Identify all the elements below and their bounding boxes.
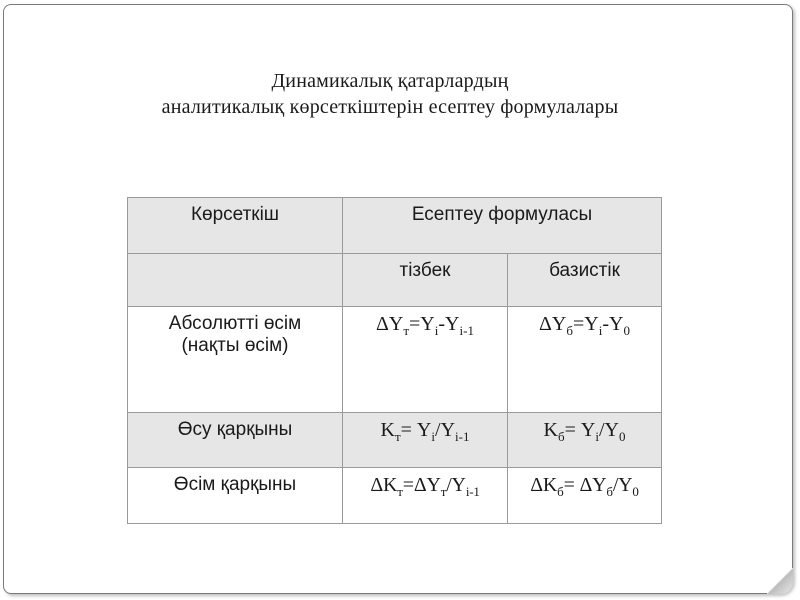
subheader-chain: тізбек	[343, 254, 508, 307]
formulas-table	[127, 197, 662, 524]
row-name-increase-rate: Өсім қарқыны	[128, 468, 343, 524]
table-row-absolute-growth	[128, 307, 662, 413]
formula-base-growth-rate: $K_б= Y_i/Y_0$	[508, 413, 662, 468]
title-line-2: аналитикалық көрсеткіштерін есептеу формулалары	[161, 96, 619, 118]
formula-base-increase-rate: $\Delta K_б= \Delta Y_б/Y_0$	[508, 468, 662, 524]
formula-chain-increase-rate: $\Delta K_т=\Delta Y_т/Y_{i-1}$	[343, 468, 508, 524]
table-row-growth-rate	[128, 413, 662, 468]
header-formula: Есептеу формуласы	[343, 198, 662, 254]
row-name-growth-rate: Өсу қарқыны	[128, 413, 343, 468]
table-header-row	[128, 198, 662, 254]
row-name-absolute-growth	[128, 307, 343, 413]
formula-chain-growth-rate: $K_т= Y_i/Y_{i-1}$	[343, 413, 508, 468]
formula-chain-absolute: $\Delta Y_т=Y_i-Y_{i-1}$	[343, 307, 508, 413]
table-subheader-row	[128, 254, 662, 307]
row-name-line-1: Абсолютті өсім	[168, 313, 302, 334]
formula-base-absolute: $\Delta Y_б=Y_i-Y_0$	[508, 307, 662, 413]
row-name-line-2: (нақты өсім)	[181, 335, 289, 356]
page-curl	[767, 568, 793, 594]
header-indicator: Көрсеткіш	[128, 198, 343, 254]
title-line-1: Динамикалық қатарлардың	[271, 70, 509, 92]
subheader-base: базистік	[508, 254, 662, 307]
table-row-increase-rate	[128, 468, 662, 524]
subheader-empty	[128, 254, 343, 307]
slide-title	[40, 68, 740, 120]
